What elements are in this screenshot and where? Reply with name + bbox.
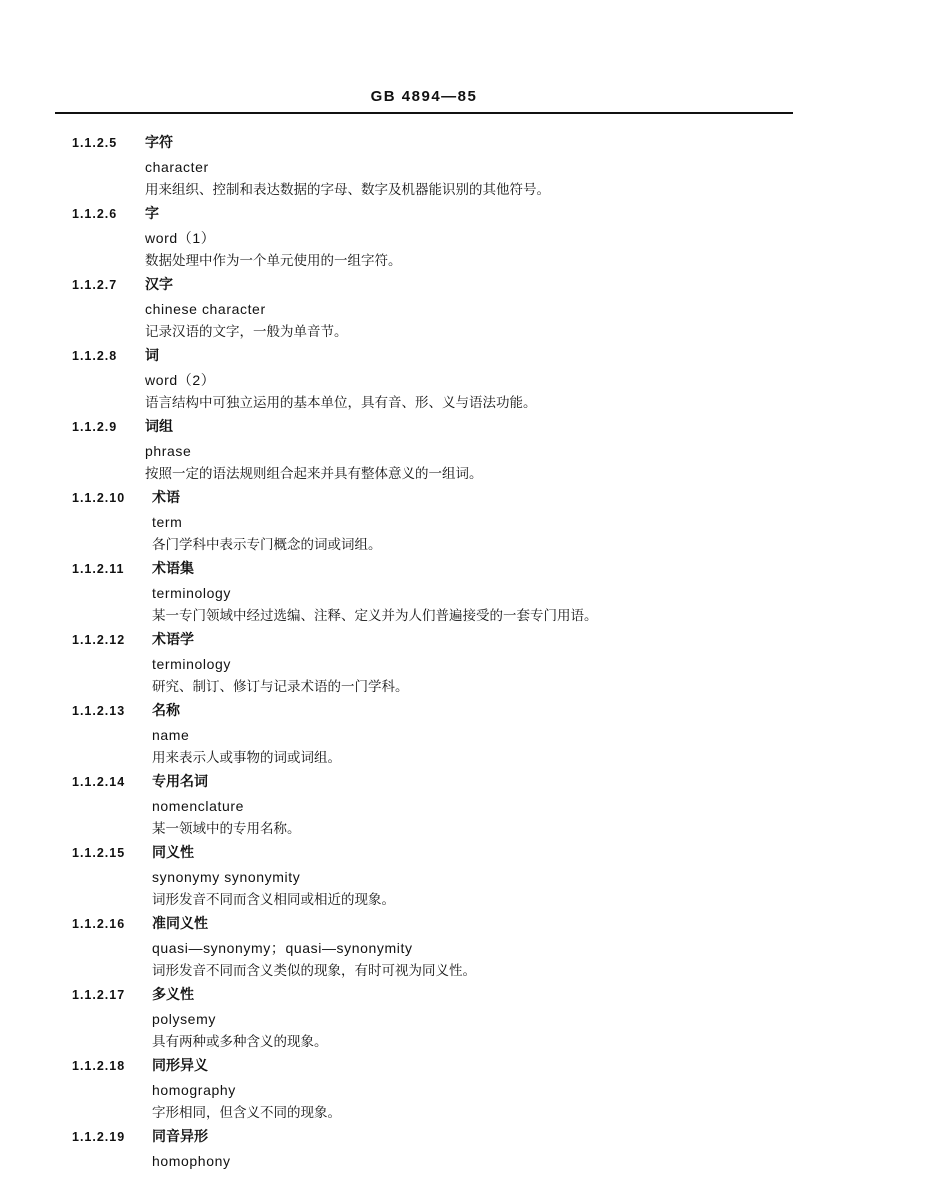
term-english: word（2）: [145, 371, 216, 388]
term-chinese: 词组: [145, 419, 173, 435]
term-entry: [72, 1126, 912, 1197]
term-chinese: 名称: [152, 703, 180, 719]
term-english: terminology: [152, 584, 231, 601]
header-rule: [55, 112, 793, 114]
term-chinese: 专用名词: [152, 774, 208, 790]
term-definition: 记录汉语的文字，一般为单音节。: [145, 324, 348, 340]
term-entry: [72, 345, 912, 416]
term-chinese: 多义性: [152, 987, 194, 1003]
term-english: quasi—synonymy；quasi—synonymity: [152, 939, 413, 956]
entry-number: 1.1.2.14: [72, 775, 126, 789]
term-english: phrase: [145, 442, 192, 459]
term-english: homography: [152, 1081, 236, 1098]
term-definition: 某一专门领域中经过选编、注释、定义并为人们普遍接受的一套专门用语。: [152, 608, 598, 624]
entry-number: 1.1.2.7: [72, 278, 118, 292]
term-english: terminology: [152, 655, 231, 672]
term-entry: [72, 203, 912, 274]
term-definition: 各门学科中表示专门概念的词或词组。: [152, 537, 382, 553]
term-chinese: 准同义性: [152, 916, 208, 932]
term-chinese: 术语学: [152, 632, 194, 648]
term-chinese: 词: [145, 348, 159, 364]
term-chinese: 同义性: [152, 845, 194, 861]
entry-number: 1.1.2.5: [72, 136, 118, 150]
term-definition: 研究、制订、修订与记录术语的一门学科。: [152, 679, 409, 695]
term-entry: [72, 771, 912, 842]
term-entry: [72, 629, 912, 700]
term-entry: [72, 984, 912, 1055]
term-definition: 用来组织、控制和表达数据的字母、数字及机器能识别的其他符号。: [145, 182, 550, 198]
term-definition: 某一领域中的专用名称。: [152, 821, 301, 837]
term-entry: [72, 558, 912, 629]
term-entry-list: [72, 132, 912, 1197]
term-definition: 用来表示人或事物的词或词组。: [152, 750, 341, 766]
term-definition: 字形相同，但含义不同的现象。: [152, 1105, 341, 1121]
term-entry: [72, 132, 912, 203]
term-entry: [72, 700, 912, 771]
term-chinese: 同形异义: [152, 1058, 208, 1074]
term-english: name: [152, 726, 190, 743]
term-chinese: 术语集: [152, 561, 194, 577]
term-entry: [72, 487, 912, 558]
term-entry: [72, 842, 912, 913]
page-header-code: GB 4894—85: [370, 88, 478, 105]
entry-number: 1.1.2.12: [72, 633, 126, 647]
entry-number: 1.1.2.16: [72, 917, 126, 931]
term-english: chinese character: [145, 300, 266, 317]
term-english: nomenclature: [152, 797, 245, 814]
term-definition: 词形发音不同而含义类似的现象，有时可视为同义性。: [152, 963, 476, 979]
term-chinese: 术语: [152, 490, 180, 506]
entry-number: 1.1.2.6: [72, 207, 118, 221]
entry-number: 1.1.2.15: [72, 846, 126, 860]
term-english: homophony: [152, 1152, 231, 1169]
term-entry: [72, 1055, 912, 1126]
term-english: term: [152, 513, 183, 530]
term-definition: 按照一定的语法规则组合起来并具有整体意义的一组词。: [145, 466, 483, 482]
term-chinese: 字符: [145, 135, 173, 151]
entry-number: 1.1.2.8: [72, 349, 118, 363]
entry-number: 1.1.2.9: [72, 420, 118, 434]
entry-number: 1.1.2.17: [72, 988, 126, 1002]
entry-number: 1.1.2.10: [72, 491, 126, 505]
entry-number: 1.1.2.13: [72, 704, 126, 718]
term-chinese: 汉字: [145, 277, 173, 293]
term-definition: 语言结构中可独立运用的基本单位，具有音、形、义与语法功能。: [145, 395, 537, 411]
term-english: polysemy: [152, 1010, 216, 1027]
term-chinese: 同音异形: [152, 1129, 208, 1145]
term-entry: [72, 416, 912, 487]
term-definition: 数据处理中作为一个单元使用的一组字符。: [145, 253, 402, 269]
term-definition: 词形发音不同而含义相同或相近的现象。: [152, 892, 395, 908]
entry-number: 1.1.2.19: [72, 1130, 126, 1144]
term-entry: [72, 274, 912, 345]
term-english: word（1）: [145, 229, 216, 246]
entry-number: 1.1.2.18: [72, 1059, 126, 1073]
term-entry: [72, 913, 912, 984]
entry-number: 1.1.2.11: [72, 562, 125, 576]
term-english: synonymy synonymity: [152, 868, 301, 885]
term-english: character: [145, 158, 209, 175]
term-definition: 具有两种或多种含义的现象。: [152, 1034, 328, 1050]
term-chinese: 字: [145, 206, 159, 222]
